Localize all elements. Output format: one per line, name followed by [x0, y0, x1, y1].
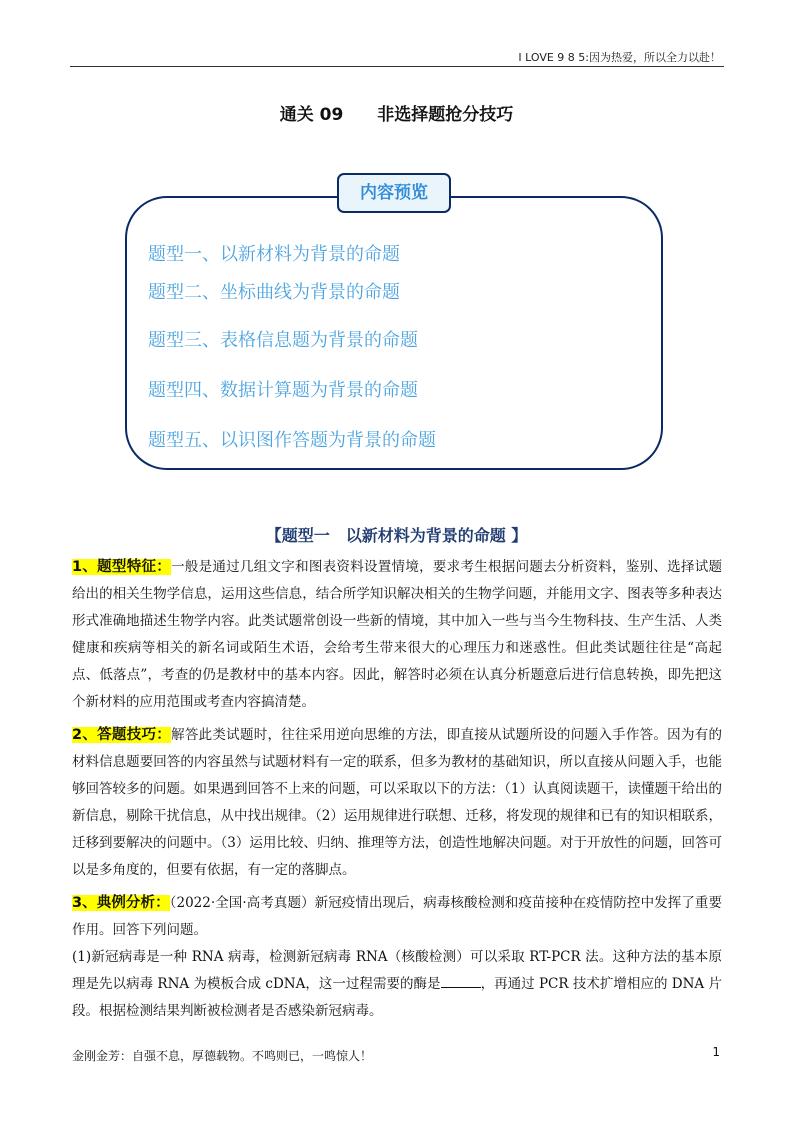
paragraph-question-1: [72, 944, 722, 1025]
answer-blank: [441, 974, 481, 988]
header-divider: [70, 66, 724, 67]
paragraph-example: [72, 890, 722, 944]
title-chapter: 通关 09: [279, 105, 344, 125]
paragraph-tips: [72, 722, 722, 885]
question-1-text-after: ，再通过 PCR 技术扩增相应的 DNA 片段。根据检测结果判断被检测者是否感染新冠病毒。: [72, 976, 722, 1020]
question-1-text-before: (1)新冠病毒是一种 RNA 病毒，检测新冠病毒 RNA（核酸检测）可以采取 RT-PCR 法。这种方法的基本原理是先以病毒 RNA 为模板合成 cDNA，这一过程需要的酶是: [72, 949, 722, 993]
title-topic: 非选择题抢分技巧: [377, 105, 514, 125]
page-header-text: I LOVE 9 8 5:因为热爱，所以全力以赴！: [518, 51, 721, 64]
content-preview-tag: 内容预览: [337, 173, 451, 213]
preview-item-type2: 题型二、坐标曲线为背景的命题: [148, 282, 400, 303]
footer-motto: 金刚金芳：自强不息，厚德载物。不鸣则已，一鸣惊人！: [72, 1049, 373, 1063]
example-text: （2022·全国·高考真题）新冠疫情出现后，病毒核酸检测和疫苗接种在疫情防控中发挥了重要作用。回答下列问题。: [72, 895, 722, 939]
section-heading: 【题型一 以新材料为背景的命题 】: [265, 526, 528, 545]
page-number: 1: [712, 1045, 720, 1059]
tips-label: 2、答题技巧：: [72, 727, 172, 743]
preview-item-type3: 题型三、表格信息题为背景的命题: [148, 330, 418, 351]
paragraph-features: [72, 554, 722, 717]
features-text: 一般是通过几组文字和图表资料设置情境，要求考生根据问题去分析资料，鉴别、选择试题给出的相关生物学信息，运用这些信息，结合所学知识解决相关的生物学问题，并能用文字、图表等多种表达形式准确地描述生物学内容。此类试题常创设一些新的情境，其中加入一些与当今生物科技、生产生活、人类健康和疾病等相关的新名词或陌生术语，会给考生带来很大的心理压力和迷惑性。但此类试题往往是“高起点、低落点”，考查的仍是教材中的基本内容。因此，解答时必须在认真分析题意后进行信息转换，即先把这个新材料的应用范围或考查内容搞清楚。: [72, 559, 723, 711]
tips-text: 解答此类试题时，往往采用逆向思维的方法，即直接从试题所设的问题入手作答。因为有的材料信息题要回答的内容虽然与试题材料有一定的联系，但多为教材的基础知识，所以直接从问题入手，也能够回答较多的问题。如果遇到回答不上来的问题，可以采取以下的方法：（1）认真阅读题干，读懂题干给出的新信息，剔除干扰信息，从中找出规律。（2）运用规律进行联想、迁移，将发现的规律和已有的知识相联系，迁移到要解决的问题中。（3）运用比较、归纳、推理等方法，创造性地解决问题。对于开放性的问题，回答可以是多角度的，但要有依据，有一定的落脚点。: [72, 727, 723, 879]
example-label: 3、典例分析：: [72, 895, 170, 911]
preview-item-type1: 题型一、以新材料为背景的命题: [148, 244, 400, 265]
features-label: 1、题型特征：: [72, 559, 172, 575]
page-title: [0, 100, 793, 125]
preview-item-type4: 题型四、数据计算题为背景的命题: [148, 380, 418, 401]
preview-item-type5: 题型五、以识图作答题为背景的命题: [148, 430, 436, 451]
